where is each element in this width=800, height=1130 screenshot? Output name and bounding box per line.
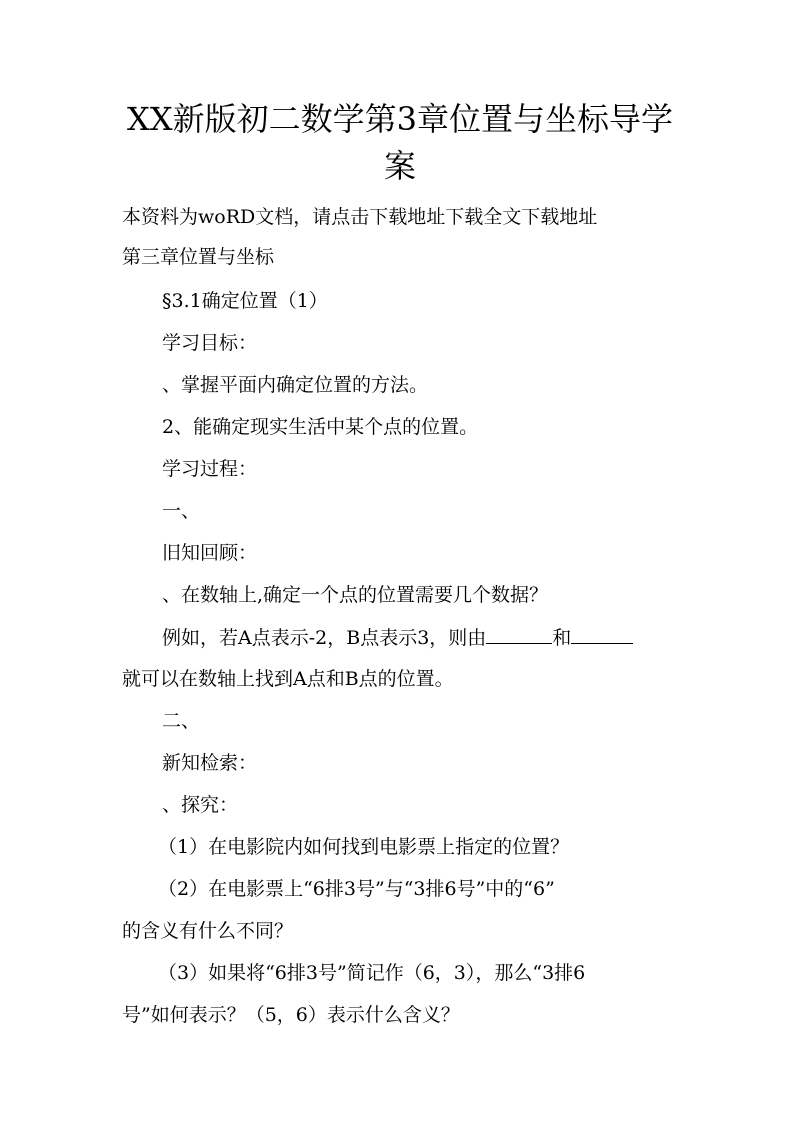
fill-in-connector: 和: [552, 627, 572, 649]
explore-question: （3）如果将“6排3号”简记作（6，3），那么“3排6: [158, 962, 586, 984]
review-question: 、在数轴上,确定一个点的位置需要几个数据？: [162, 584, 549, 606]
fill-in-question-continued: 就可以在数轴上找到A点和B点的位置。: [122, 668, 454, 690]
fill-in-text: 例如，若A点表示-2，B点表示3，则由: [162, 627, 487, 649]
answer-blank[interactable]: [486, 625, 552, 644]
learning-goals-heading: 学习目标：: [162, 332, 258, 354]
part-heading: 一、: [162, 500, 201, 522]
explore-question: （1）在电影院内如何找到电影票上指定的位置？: [158, 836, 570, 858]
learning-process-heading: 学习过程：: [162, 458, 258, 480]
review-heading: 旧知回顾：: [162, 542, 258, 564]
explore-heading: 、探究：: [162, 794, 239, 816]
fill-in-question: [162, 625, 633, 650]
chapter-heading: 第三章位置与坐标: [122, 246, 275, 268]
section-heading: §3.1确定位置（1）: [162, 290, 328, 312]
part-heading: 二、: [162, 710, 201, 732]
explore-question-continued: 的含义有什么不同？: [122, 920, 294, 942]
new-knowledge-heading: 新知检索：: [162, 752, 258, 774]
goal-item: 、掌握平面内确定位置的方法。: [162, 374, 429, 396]
download-notice: 本资料为woRD文档，请点击下载地址下载全文下载地址: [122, 206, 598, 228]
explore-question: （2）在电影票上“6排3号”与“3排6号”中的“6”: [158, 878, 555, 900]
explore-question-continued: 号”如何表示？（5，6）表示什么含义？: [122, 1004, 460, 1026]
answer-blank[interactable]: [571, 625, 633, 644]
document-title: XX新版初二数学第3章位置与坐标导学: [127, 100, 673, 138]
goal-item: 2、能确定现实生活中某个点的位置。: [162, 416, 479, 438]
document-title-continued: 案: [383, 147, 416, 185]
